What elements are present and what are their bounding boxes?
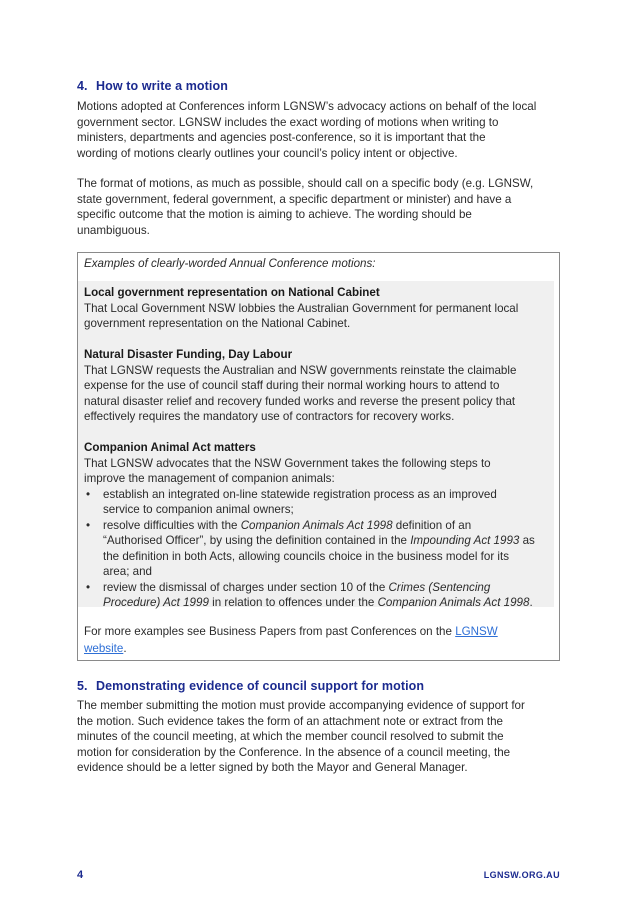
example-1: Local government representation on National Cabinet That Local Government NSW lobbies the Australian Government for permanent local government representation on the National Cabinet. bbox=[84, 286, 519, 330]
section-5-paragraph: The member submitting the motion must provide accompanying evidence of support for the motion. Such evidence takes the form of an attachment note or extract from the minutes of the council meeting, at which the member council resolved to submit the motion for consideration by the Conference. In the absence of a council meeting, the evidence should be a letter signed by both the Mayor and General Manager. bbox=[77, 699, 525, 774]
section-4-paragraph-1: Motions adopted at Conferences inform LGNSW’s advocacy actions on behalf of the local government sector. LGNSW includes the exact wording of motions when writing to ministers, departments and agencies post-conference, so it is important that the wording of motions clearly outlines your council’s policy intent or objective. bbox=[77, 100, 537, 160]
footer-website[interactable]: LGNSW.ORG.AU bbox=[483, 870, 560, 880]
section-title: Demonstrating evidence of council support for motion bbox=[96, 679, 425, 693]
section-5-heading bbox=[77, 679, 424, 693]
section-number: 5. bbox=[77, 679, 88, 693]
bullet-item: • establish an integrated on-line statewide registration process as an improved service to companion animal owners; bbox=[86, 487, 497, 516]
example-2-title: Natural Disaster Funding, Day Labour bbox=[84, 348, 293, 361]
section-4-heading bbox=[77, 79, 228, 93]
bullet-dot-icon: • bbox=[86, 580, 91, 594]
example-2: Natural Disaster Funding, Day Labour That LGNSW requests the Australian and NSW governments reinstate the claimable expense for the use of council staff during their normal working hours to attend to natural disaster relief and recovery funded works and reverse the present policy that effectively requires the mandatory use of contractors for recovery works. bbox=[84, 348, 517, 423]
example-3-title: Companion Animal Act matters bbox=[84, 441, 256, 454]
lgnsw-website-link[interactable]: LGNSW bbox=[455, 625, 498, 638]
bullet-item: • resolve difficulties with the Companion Animals Act 1998 definition of an “Authorised Officer”, by using the definition contained in the Impounding Act 1993 as the definition in both Acts, allowing councils choice in the business model for its area; and bbox=[86, 518, 535, 578]
examples-box bbox=[77, 252, 560, 661]
more-examples-note: For more examples see Business Papers from past Conferences on the LGNSW website. bbox=[84, 625, 498, 655]
bullet-dot-icon: • bbox=[86, 518, 91, 532]
bullet-dot-icon: • bbox=[86, 487, 91, 501]
section-4-paragraph-2: The format of motions, as much as possible, should call on a specific body (e.g. LGNSW, state government, federal government, a specific department or minister) and have a specific outcome that the motion is aiming to achieve. The wording should be unambiguous. bbox=[77, 177, 534, 237]
bullet-item: • review the dismissal of charges under section 10 of the Crimes (Sentencing Procedure) Act 1999 in relation to offences under the Companion Animals Act 1998. bbox=[86, 580, 533, 609]
example-3: Companion Animal Act matters That LGNSW advocates that the NSW Government takes the following steps to improve the management of companion animals: • establish an integrated on-line statewide registration process as an improved service to companion animal owners; • resolve difficulties with the Companion Animals Act 1998 definition of an “Authorised Officer”, by using the definition contained in the Impounding Act 1993 as the definition in both Acts, allowing councils choice in the business model for its area; and • review the dismissal of charges under section 10 of the Crimes (Sentencing Procedure) Act 1999 in relation to offences under the Companion Animals Act 1998. bbox=[84, 441, 535, 609]
lgnsw-website-link[interactable]: website bbox=[84, 642, 124, 655]
section-number: 4. bbox=[77, 79, 88, 93]
examples-intro: Examples of clearly-worded Annual Conference motions: bbox=[84, 257, 376, 270]
section-title: How to write a motion bbox=[96, 79, 228, 93]
example-1-title: Local government representation on National Cabinet bbox=[84, 286, 380, 299]
page-number: 4 bbox=[77, 869, 84, 881]
